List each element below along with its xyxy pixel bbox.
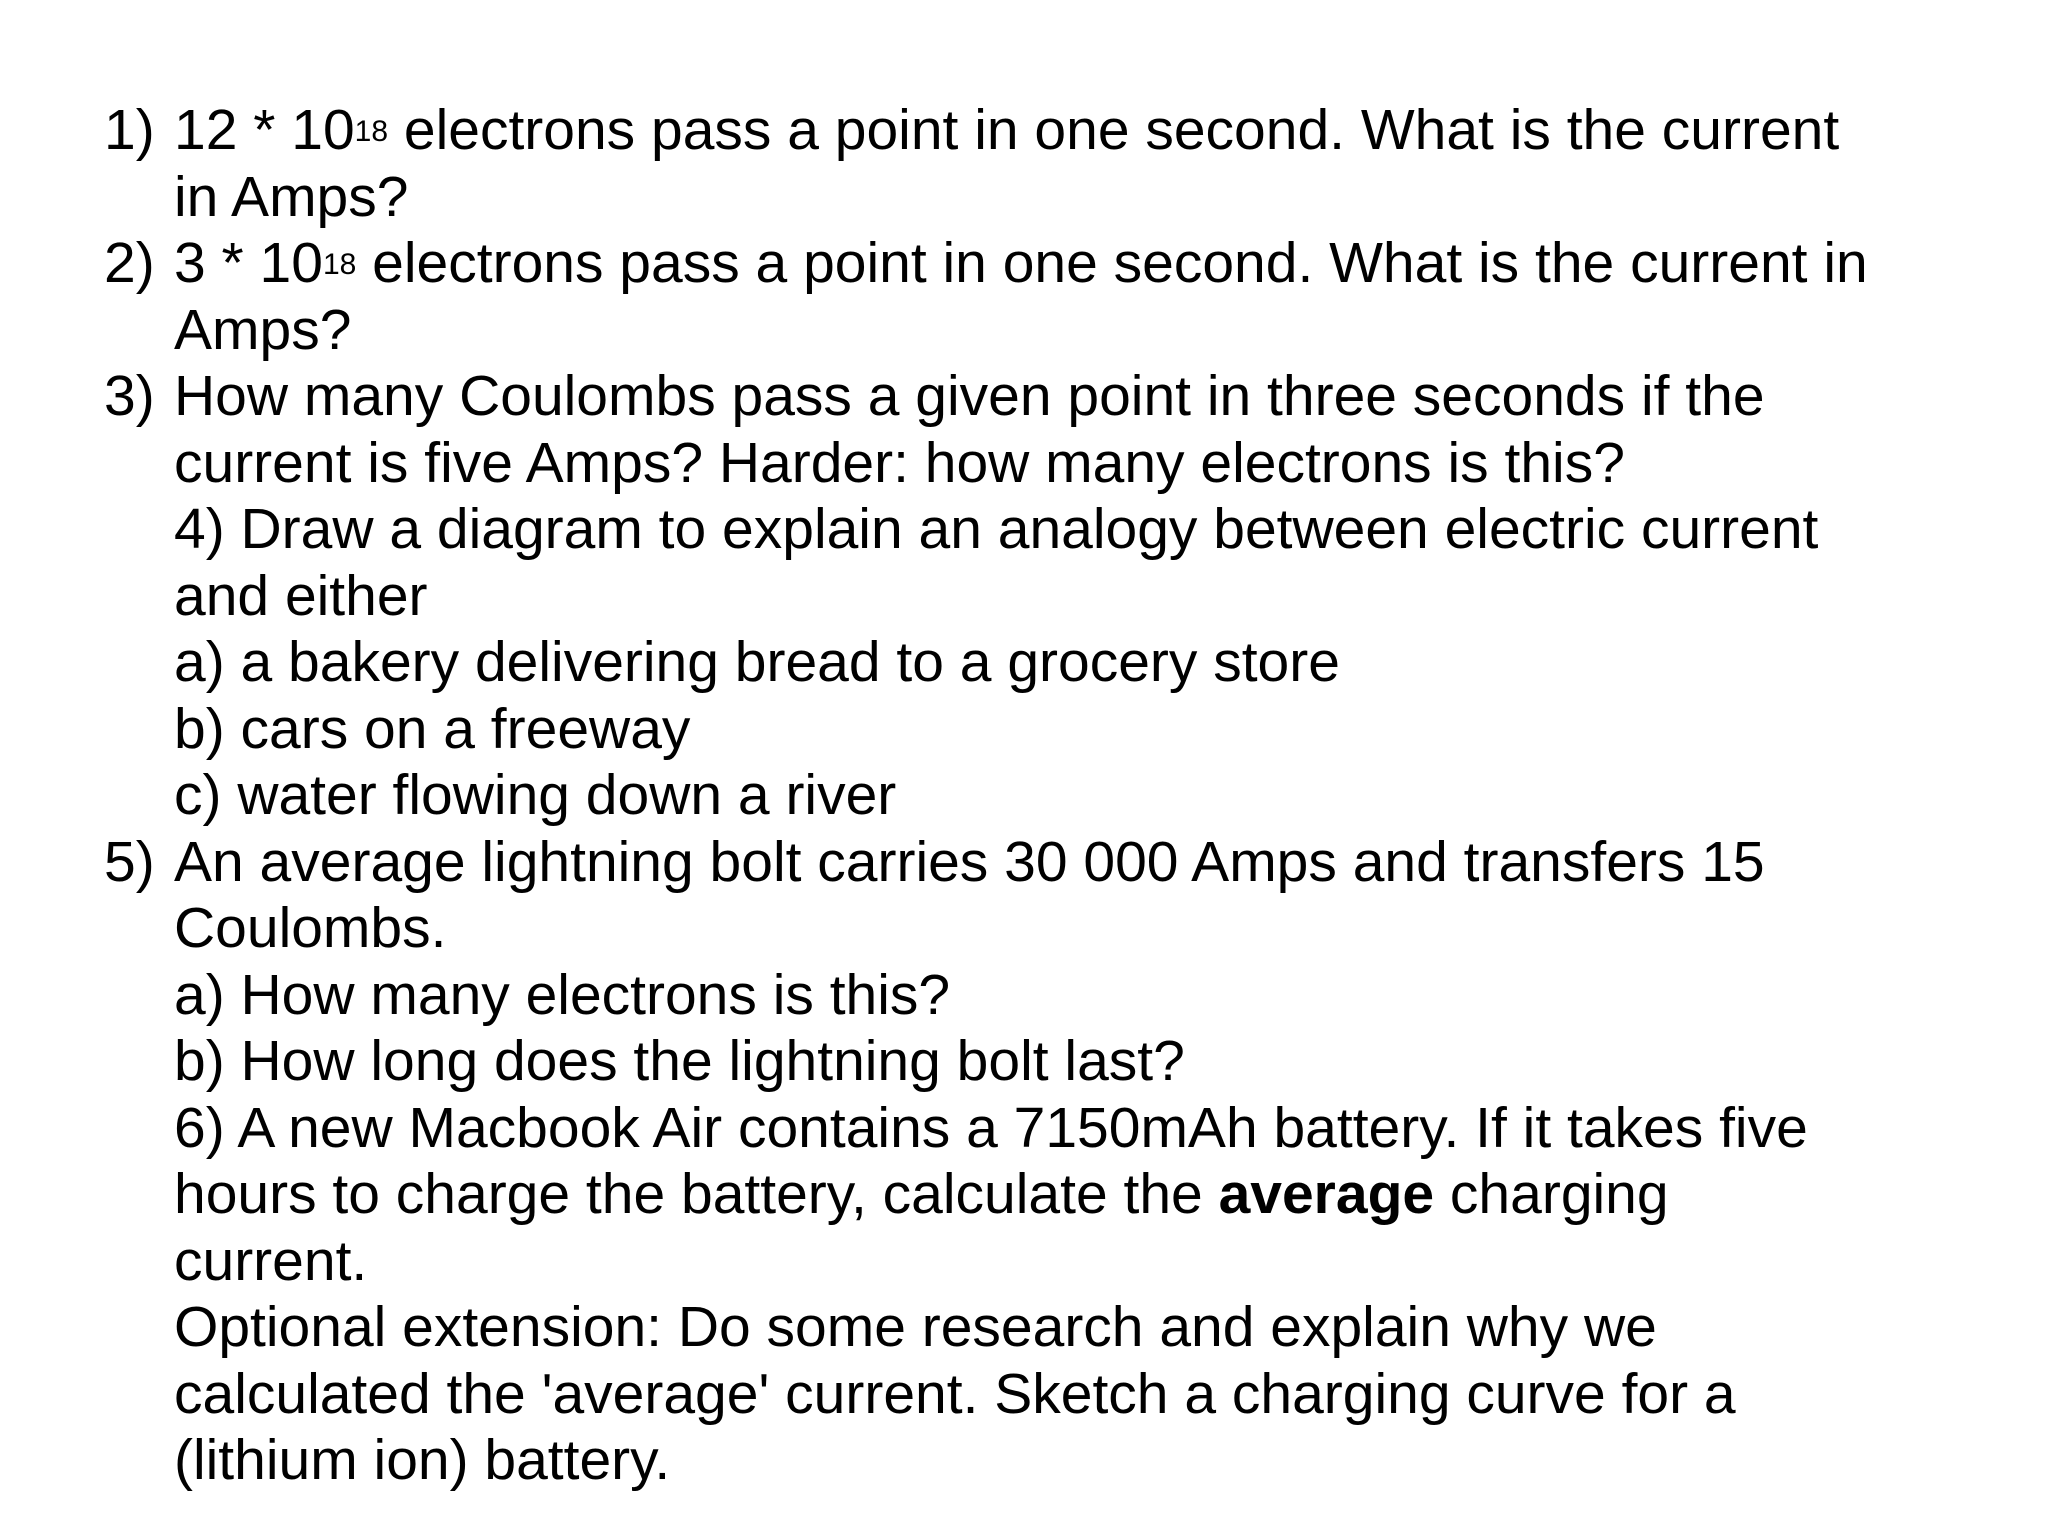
extension-line-3 — [0, 1427, 2048, 1494]
question-3-continuation: current is five Amps? Harder: how many electrons is this? — [174, 430, 1625, 495]
question-6-line-3 — [0, 1228, 2048, 1295]
question-5-option-b — [0, 1028, 2048, 1095]
question-2-text-start: 3 * 10 — [174, 231, 323, 295]
question-2-line-2 — [0, 297, 2048, 364]
question-4-line-1 — [0, 496, 2048, 563]
question-2-text — [174, 230, 1868, 297]
question-1-continuation: in Amps? — [174, 164, 409, 229]
question-4-option-a — [0, 629, 2048, 696]
question-4-option-b-text: b) cars on a freeway — [174, 696, 691, 761]
question-1-text — [174, 97, 1839, 164]
worksheet — [0, 97, 2048, 1494]
question-6-final-line: current. — [174, 1228, 368, 1293]
question-6-line-2 — [0, 1161, 2048, 1228]
question-6-text-start: hours to charge the battery, calculate the — [174, 1162, 1219, 1226]
question-3-number: 3) — [104, 364, 155, 428]
question-5-option-a-text: a) How many electrons is this? — [174, 962, 951, 1027]
question-2-line-1 — [0, 230, 2048, 297]
question-1-text-start: 12 * 10 — [174, 98, 355, 162]
question-1-exponent: 18 — [354, 115, 389, 148]
question-2-number: 2) — [104, 231, 155, 295]
question-2-continuation: Amps? — [174, 297, 352, 362]
question-5-line-2 — [0, 895, 2048, 962]
question-5-option-a — [0, 962, 2048, 1029]
question-5-option-b-text: b) How long does the lightning bolt last? — [174, 1029, 1185, 1093]
question-4-line-2 — [0, 563, 2048, 630]
question-2-text-end: electrons pass a point in one second. What is the current in — [356, 231, 1868, 295]
question-4-continuation: and either — [174, 563, 428, 628]
question-3-line-2 — [0, 430, 2048, 497]
question-5-text: An average lightning bolt carries 30 000 Amps and transfers 15 — [174, 829, 1765, 894]
question-6-line-1 — [0, 1095, 2048, 1162]
question-1-text-end: electrons pass a point in one second. What is the current — [388, 98, 1840, 162]
extension-line-2 — [0, 1361, 2048, 1428]
question-1-number: 1) — [104, 98, 155, 162]
extension-final-line: (lithium ion) battery. — [174, 1428, 671, 1492]
question-4-option-c — [0, 762, 2048, 829]
question-5-number: 5) — [104, 829, 155, 894]
question-4-option-a-text: a) a bakery delivering bread to a grocery store — [174, 630, 1340, 694]
question-1-line-2 — [0, 164, 2048, 231]
question-5-line-1 — [0, 829, 2048, 896]
question-5-continuation: Coulombs. — [174, 896, 447, 960]
question-1-line-1 — [0, 97, 2048, 164]
question-6-text-end: charging — [1434, 1162, 1669, 1226]
question-4-option-b — [0, 696, 2048, 763]
question-6-bold-word: average — [1218, 1162, 1435, 1226]
question-4-option-c-text: c) water flowing down a river — [174, 763, 897, 827]
question-2-exponent: 18 — [322, 248, 357, 281]
question-4-text: 4) Draw a diagram to explain an analogy between electric current — [174, 497, 1819, 561]
question-3-line-1 — [0, 363, 2048, 430]
extension-line-1 — [0, 1294, 2048, 1361]
question-3-text: How many Coulombs pass a given point in three seconds if the — [174, 364, 1765, 428]
question-6-text: 6) A new Macbook Air contains a 7150mAh battery. If it takes five — [174, 1095, 1808, 1160]
extension-text: Optional extension: Do some research and explain why we — [174, 1295, 1657, 1359]
question-6-continuation — [174, 1161, 1669, 1228]
extension-continuation: calculated the 'average' current. Sketch a charging curve for a — [174, 1361, 1736, 1426]
